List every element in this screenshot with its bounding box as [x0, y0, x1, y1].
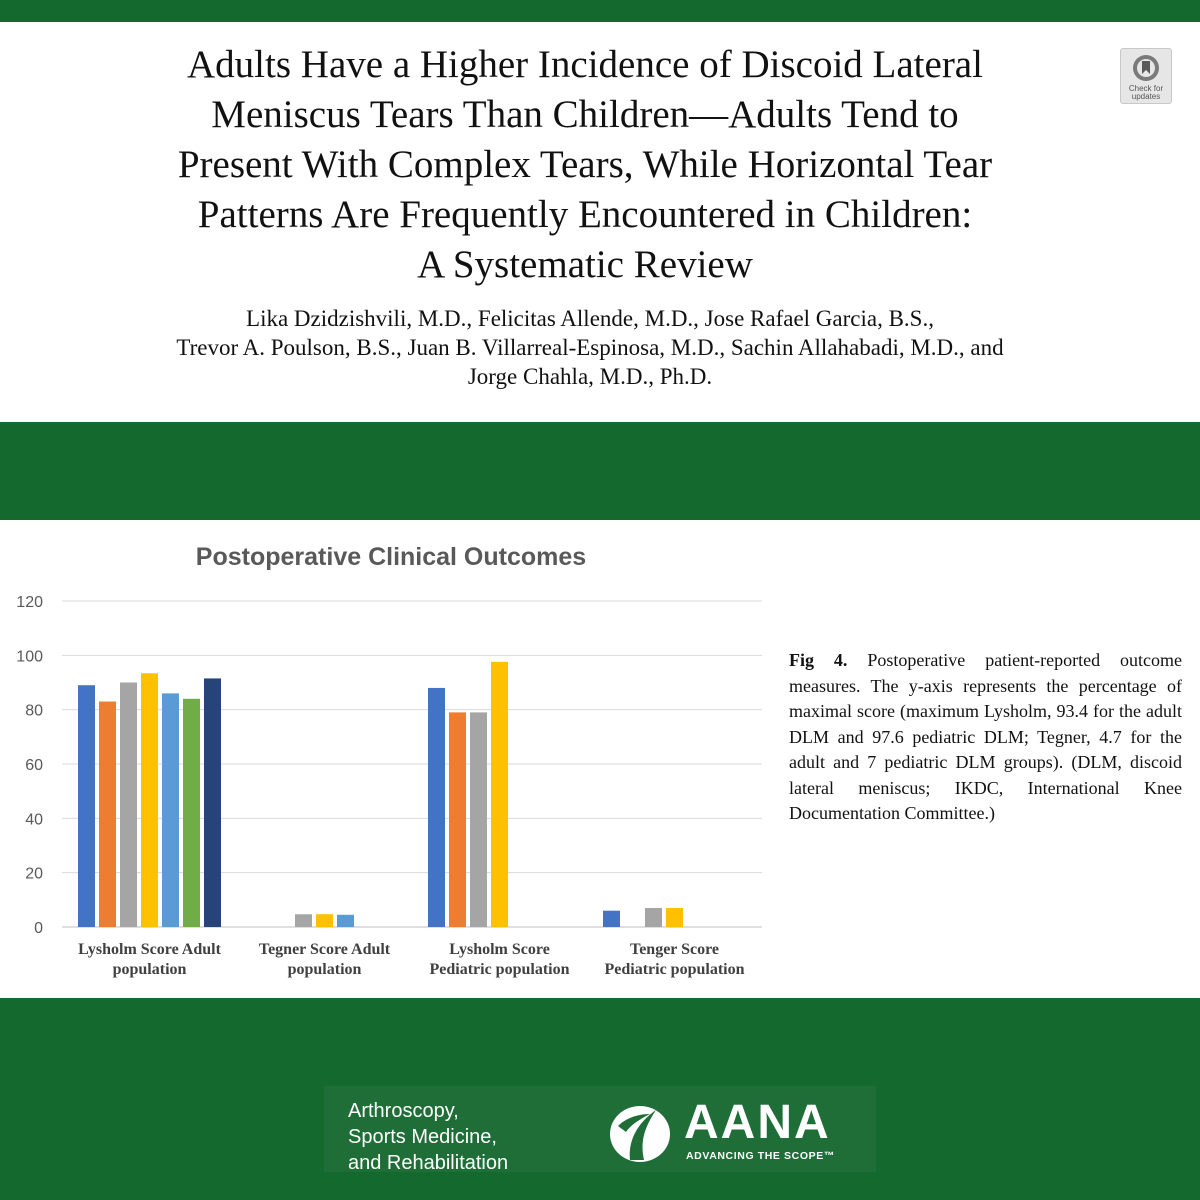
x-category-label: Pediatric population [429, 961, 570, 978]
bar [162, 693, 179, 927]
check-for-updates-badge[interactable] [1120, 48, 1172, 104]
bar [204, 678, 221, 927]
article-title [60, 40, 1110, 290]
title-line: Patterns Are Frequently Encountered in Children: [197, 193, 973, 236]
journal-name-line: Arthroscopy, [348, 1100, 459, 1122]
journal-logo-banner [324, 1086, 876, 1172]
author-line: Trevor A. Poulson, B.S., Juan B. Villarreal-Espinosa, M.D., Sachin Allahabadi, M.D., and [176, 335, 1004, 360]
x-category-label: Pediatric population [604, 961, 745, 978]
y-tick-label: 20 [25, 865, 43, 883]
bar [491, 662, 508, 927]
y-tick-label: 60 [25, 757, 43, 774]
author-line: Lika Dzidzishvili, M.D., Felicitas Allende, M.D., Jose Rafael Garcia, B.S., [246, 306, 934, 331]
bar [141, 673, 158, 927]
bar [449, 712, 466, 927]
bar [295, 914, 312, 927]
x-category-label: Tenger Score [629, 941, 720, 958]
bar [428, 688, 445, 927]
article-header [0, 22, 1200, 422]
title-line: A Systematic Review [417, 243, 753, 286]
chart-title: Postoperative Clinical Outcomes [195, 543, 587, 571]
y-tick-label: 120 [16, 594, 43, 611]
y-tick-label: 40 [25, 811, 43, 829]
check-updates-label: Check for updates [1128, 84, 1164, 101]
journal-name-line: and Rehabilitation [348, 1152, 509, 1172]
chart-bars [78, 662, 683, 927]
outcomes-bar-chart [0, 520, 775, 998]
x-category-label: Tegner Score Adult [258, 941, 391, 958]
aana-wordmark: AANA [684, 1096, 831, 1149]
x-category-label: Lysholm Score Adult [78, 941, 221, 958]
bar [78, 685, 95, 927]
y-tick-label: 100 [16, 648, 43, 666]
author-line: Jorge Chahla, M.D., Ph.D. [467, 364, 713, 389]
bar [666, 908, 683, 927]
author-list [20, 304, 1160, 391]
figure-caption-text: Postoperative patient-reported outcome measures. The y-axis represents the percentage of maximal score (maximum Lysholm, 93.4 for the adult DLM and 97.6 pediatric DLM; Tegner, 4.7 for the adult and 7 pediatric DLM groups). (DLM, discoid lateral meniscus; IKDC, International Knee Documentation Committee.) [789, 650, 1183, 823]
bar [316, 914, 333, 927]
y-tick-label: 80 [25, 702, 43, 720]
bar [470, 712, 487, 927]
figure-panel [0, 520, 1200, 998]
journal-name [348, 1098, 508, 1172]
bar [645, 908, 662, 927]
check-updates-icon [1131, 53, 1161, 83]
title-line: Adults Have a Higher Incidence of Discoid Lateral [187, 43, 983, 86]
aana-logo-icon [604, 1098, 674, 1164]
title-line: Meniscus Tears Than Children—Adults Tend to [211, 93, 959, 136]
bar [603, 911, 620, 927]
journal-name-line: Sports Medicine, [348, 1126, 497, 1148]
x-category-label: population [112, 961, 187, 978]
y-tick-label: 0 [34, 920, 43, 937]
figure-caption [789, 648, 1182, 827]
x-category-label: Lysholm Score [449, 941, 550, 958]
top-border-band [0, 0, 1200, 22]
bar [120, 683, 137, 928]
x-category-label: population [287, 961, 362, 978]
bar [99, 702, 116, 927]
bar [337, 915, 354, 927]
title-line: Present With Complex Tears, While Horizontal Tear [177, 143, 993, 186]
figure-label: Fig 4. [789, 650, 848, 670]
bar [183, 699, 200, 927]
aana-tagline: ADVANCING THE SCOPE™ [686, 1150, 835, 1162]
